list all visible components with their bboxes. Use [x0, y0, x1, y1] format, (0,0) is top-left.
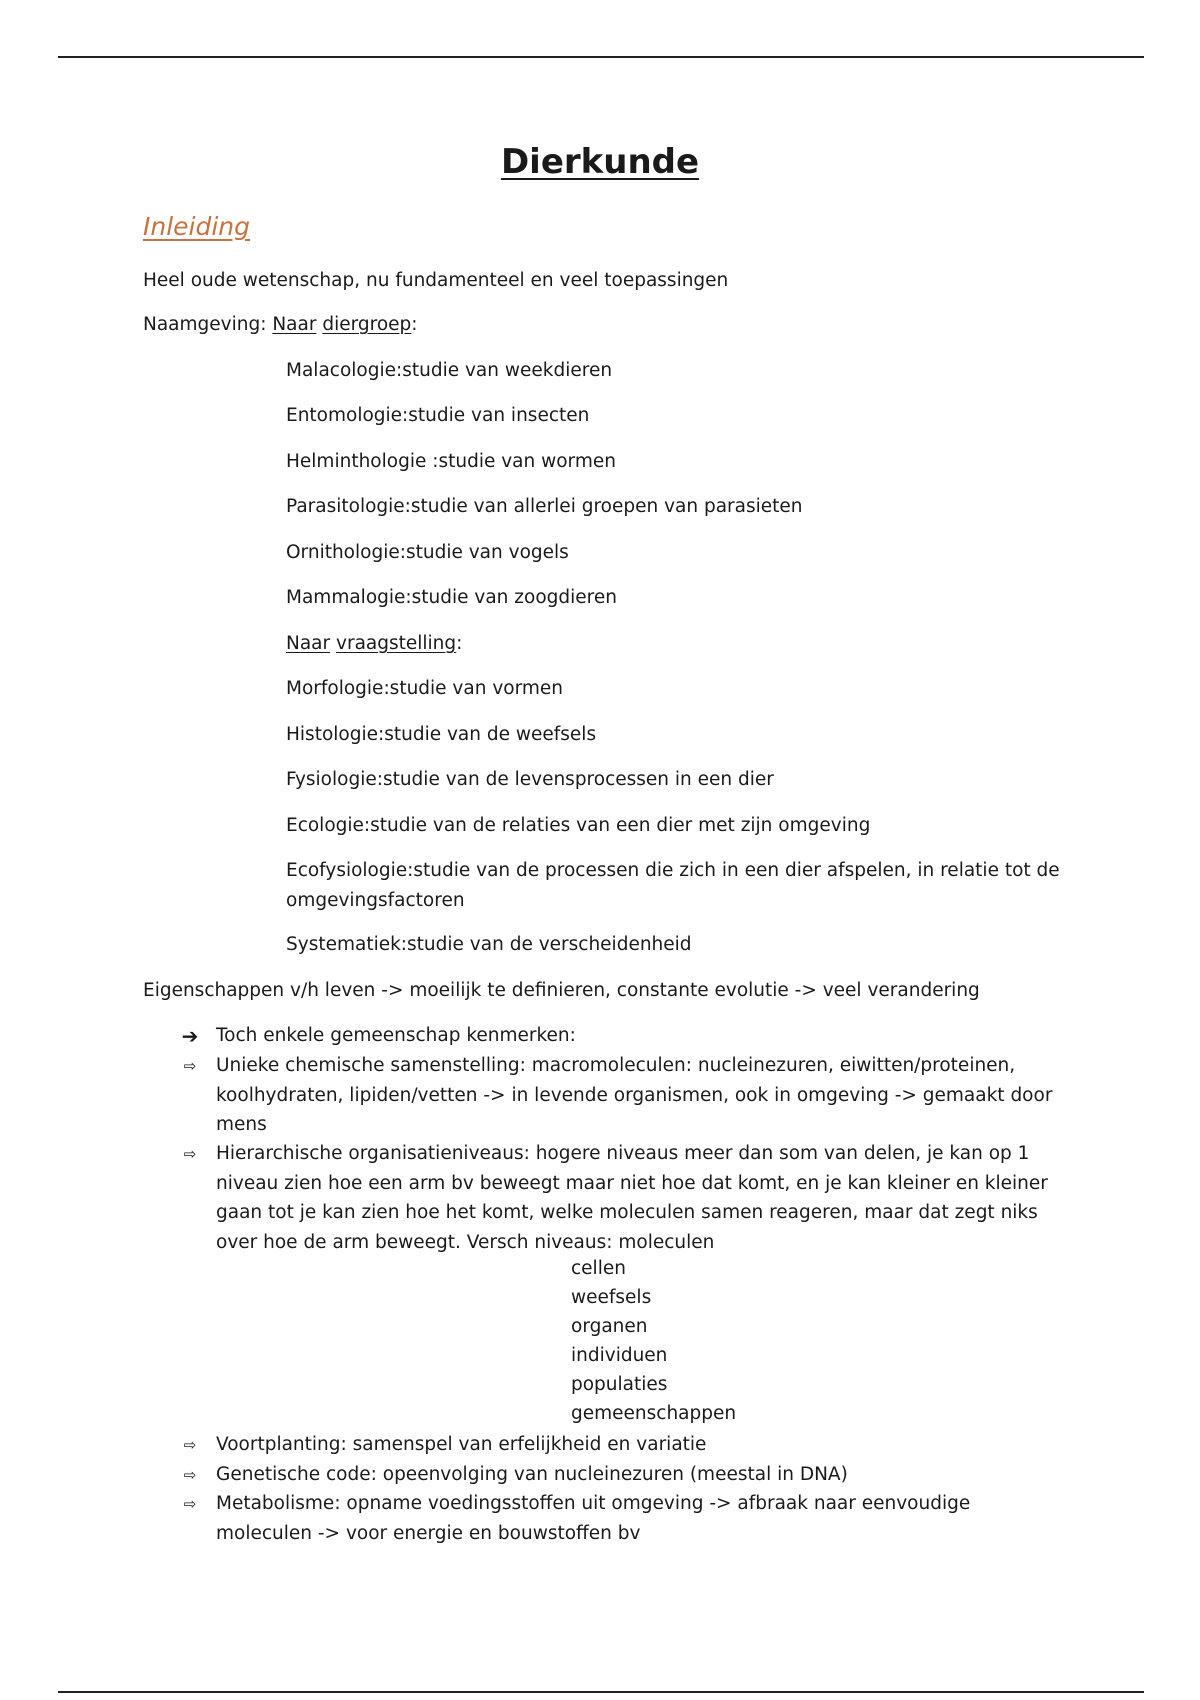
naamgeving-label: Naamgeving:: [143, 314, 267, 335]
naamgeving-word-naar: Naar: [272, 314, 317, 335]
header-rule: [58, 56, 1144, 58]
bullet-text: Metabolisme: opname voedingsstoffen uit omgeving -> afbraak naar eenvoudige moleculen -> voor energie en bouwstoffen bv: [216, 1493, 971, 1544]
list-item: Helminthologie :studie van wormen: [286, 451, 616, 472]
level-item: cellen: [571, 1258, 626, 1279]
list-item-continuation: omgevingsfactoren: [286, 890, 465, 911]
list-item: Entomologie:studie van insecten: [286, 405, 590, 426]
bullet-text: Toch enkele gemeenschap kenmerken:: [216, 1025, 576, 1046]
bullet-metabolisme: [180, 1489, 1060, 1549]
level-item: organen: [571, 1316, 648, 1337]
hollow-arrow-bullet-icon: ⇨: [183, 1495, 197, 1513]
list-item: Systematiek:studie van de verscheidenheid: [286, 934, 692, 955]
bullet-voortplanting: [180, 1430, 1060, 1460]
level-item: individuen: [571, 1345, 668, 1366]
vraagstelling-word: vraagstelling: [336, 633, 457, 654]
list-item: Morfologie:studie van vormen: [286, 678, 564, 699]
naamgeving-colon: :: [411, 314, 418, 335]
eigenschappen-line: Eigenschappen v/h leven -> moeilijk te definieren, constante evolutie -> veel verandering: [143, 980, 980, 1001]
arrow-bullet-icon: ➔: [181, 1024, 199, 1048]
hollow-arrow-bullet-icon: ⇨: [183, 1466, 197, 1484]
vraagstelling-line: [286, 633, 462, 655]
bullet-hierarchisch: [180, 1139, 1060, 1257]
level-item: populaties: [571, 1374, 668, 1395]
footer-rule: [58, 1691, 1144, 1693]
list-item: Ornithologie:studie van vogels: [286, 542, 569, 563]
level-item: gemeenschappen: [571, 1403, 737, 1424]
list-item: Fysiologie:studie van de levensprocessen in een dier: [286, 769, 774, 790]
naamgeving-line: [143, 314, 418, 336]
bullet-text: Hierarchische organisatieniveaus: hogere niveaus meer dan som van delen, je kan op 1 niveau zien hoe een arm bv beweegt maar niet hoe dat komt, en je kan kleiner en kleiner gaan tot je kan zien hoe het komt, welke moleculen samen reageren, maar dat zegt niks over hoe de arm beweegt. Versch niveaus: moleculen: [216, 1143, 1048, 1253]
list-item: Parasitologie:studie van allerlei groepen van parasieten: [286, 496, 803, 517]
naamgeving-word-diergroep: diergroep: [322, 314, 412, 335]
hollow-arrow-bullet-icon: ⇨: [183, 1436, 197, 1454]
list-item: Mammalogie:studie van zoogdieren: [286, 587, 617, 608]
bullet-chemisch: [180, 1051, 1060, 1140]
bullet-text: Unieke chemische samenstelling: macromoleculen: nucleinezuren, eiwitten/proteinen, koolhydraten, lipiden/vetten -> in levende organismen, ook in omgeving -> gemaakt door mens: [216, 1055, 1053, 1135]
bullet-text: Genetische code: opeenvolging van nucleinezuren (meestal in DNA): [216, 1464, 848, 1485]
bullet-text: Voortplanting: samenspel van erfelijkheid en variatie: [216, 1434, 707, 1455]
hollow-arrow-bullet-icon: ⇨: [183, 1145, 197, 1163]
bullet-toch: [180, 1021, 1060, 1051]
intro-line: Heel oude wetenschap, nu fundamenteel en veel toepassingen: [143, 270, 729, 291]
list-item: Ecofysiologie:studie van de processen die zich in een dier afspelen, in relatie tot de: [286, 860, 1060, 881]
list-item: Malacologie:studie van weekdieren: [286, 360, 613, 381]
vraagstelling-colon: :: [456, 633, 463, 654]
level-item: weefsels: [571, 1287, 652, 1308]
vraagstelling-word-naar: Naar: [286, 633, 331, 654]
hollow-arrow-bullet-icon: ⇨: [183, 1057, 197, 1075]
page-title: Dierkunde: [500, 142, 700, 182]
list-item: Histologie:studie van de weefsels: [286, 724, 597, 745]
section-heading: Inleiding: [143, 212, 251, 241]
bullet-genetisch: [180, 1460, 1060, 1490]
list-item: Ecologie:studie van de relaties van een dier met zijn omgeving: [286, 815, 871, 836]
